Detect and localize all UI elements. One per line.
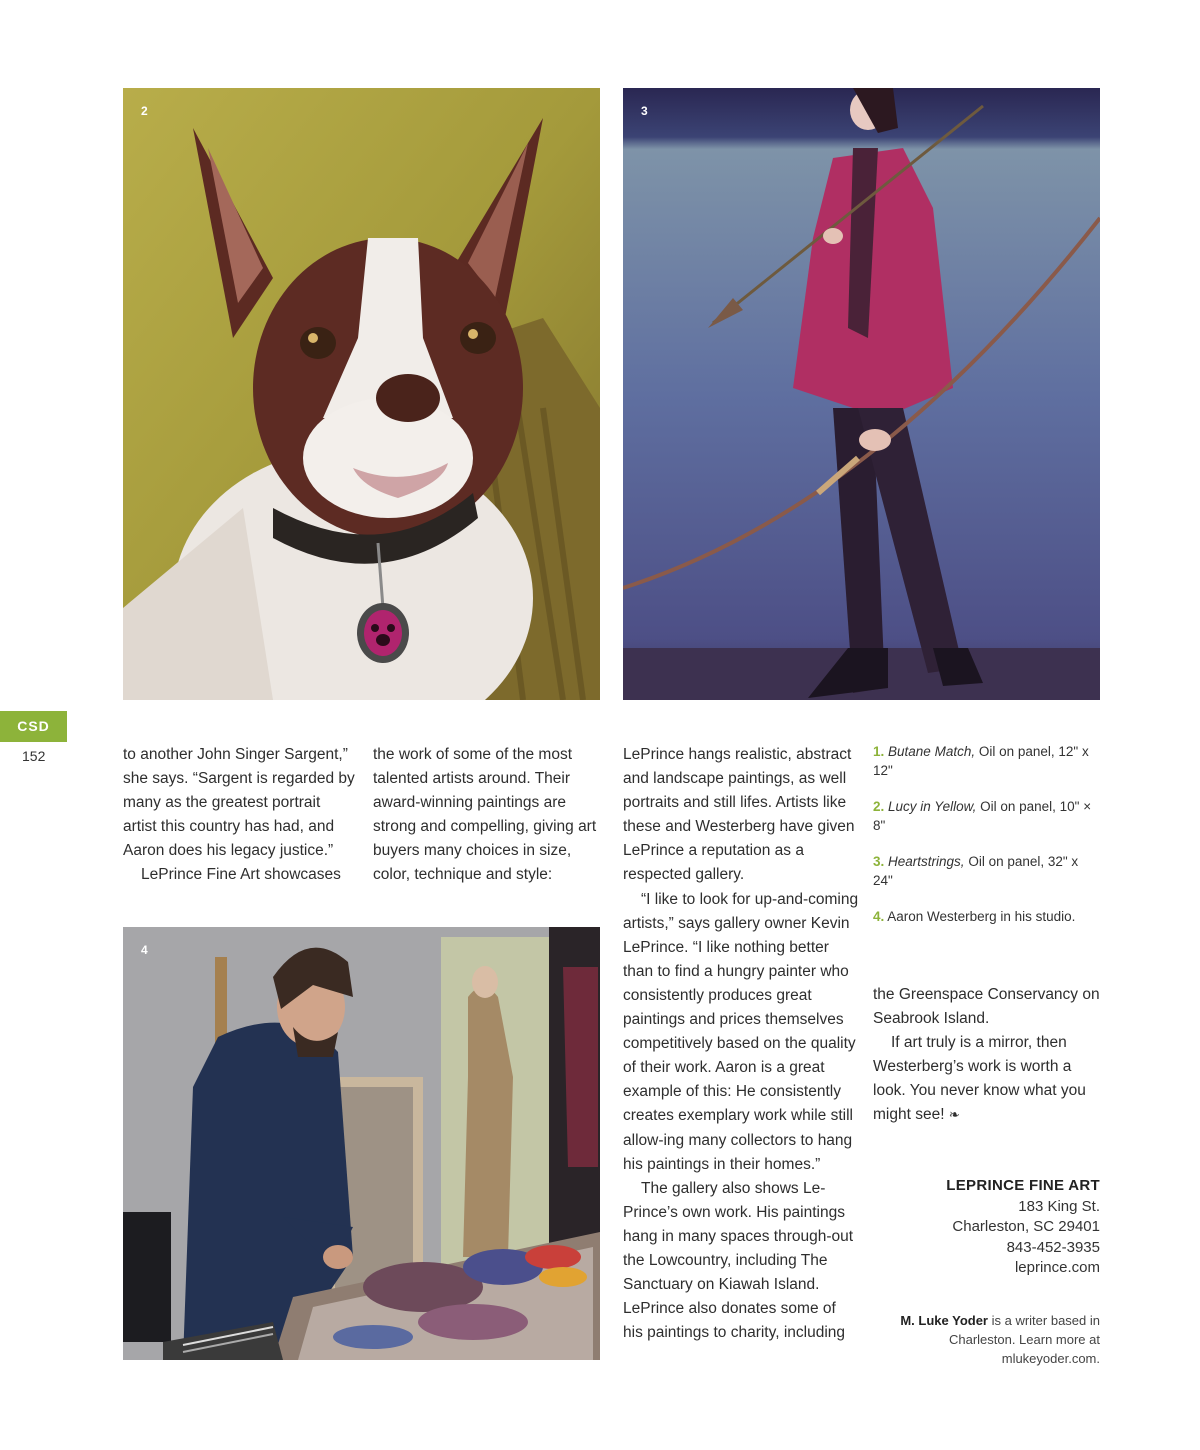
caption [873,742,1098,780]
body-column-3 [623,743,859,1345]
paragraph: LePrince hangs realistic, abstract and landscape paintings, as well portraits and still lifes. Artists like these and Westerberg have given LePrince a reputation as a respected gallery. [623,746,855,884]
caption-text: Oil on panel, 10" × 8" [873,799,1092,833]
author-bio [885,1311,1100,1368]
paragraph: The gallery also shows Le-Prince’s own work. His paintings hang in many spaces through-out the Lowcountry, including The Sanctuary on Kiawah Island. LePrince also donates some of his paintings to charity, including [623,1179,854,1342]
caption-text: Oil on panel, 12" x 12" [873,744,1089,778]
caption [873,797,1098,835]
paragraph [873,1031,1108,1127]
studio-photo-image [123,927,600,1360]
caption [873,852,1098,890]
caption [873,907,1098,926]
caption-number: 2. [873,799,885,814]
paragraph: to another John Singer Sargent,” she says. “Sargent is regarded by many as the greatest portrait artist this country has had, and Aaron does his legacy justice.” [123,746,355,860]
figure-number: 2 [141,104,148,118]
archer-painting-image [623,88,1100,700]
figure-4-studio-photo [123,927,600,1360]
caption-title: Butane Match, [888,744,976,759]
gallery-address: 183 King St. [1018,1197,1100,1215]
body-column-4 [873,983,1108,1128]
end-mark-icon: ❧ [948,1107,960,1123]
gallery-name: LEPRINCE FINE ART [946,1177,1100,1194]
gallery-phone: 843-452-3935 [1006,1238,1100,1256]
figure-3-archer-painting [623,88,1100,700]
paragraph-text: If art truly is a mirror, then Westerberg’s work is worth a look. You never know what you might see! [873,1034,1086,1124]
section-tab: CSD [0,711,67,742]
author-name: M. Luke Yoder [900,1313,988,1328]
captions-list [873,742,1098,943]
caption-title: Heartstrings, [888,854,965,869]
paragraph: the Greenspace Conservancy on Seabrook Island. [873,986,1100,1028]
caption-number: 1. [873,744,885,759]
gallery-website: leprince.com [1014,1259,1100,1276]
author-bio-text: is a writer based in Charleston. Learn more at mlukeyoder.com. [948,1313,1100,1366]
figure-2-dog-portrait [123,88,600,700]
caption-text: Aaron Westerberg in his studio. [887,909,1076,924]
body-column-2 [373,743,603,888]
gallery-city: Charleston, SC 29401 [952,1218,1100,1235]
figure-number: 3 [641,104,648,118]
paragraph: the work of some of the most talented artists around. Their award-winning paintings are strong and compelling, giving art buyers many choices in size, color, technique and style: [373,746,597,884]
caption-title: Lucy in Yellow, [888,799,977,814]
figure-number: 4 [141,943,148,957]
dog-painting-image [123,88,600,700]
paragraph: LePrince Fine Art showcases [141,866,341,884]
caption-number: 4. [873,909,885,924]
caption-text: Oil on panel, 32" x 24" [873,854,1079,888]
page-number: 152 [22,748,46,764]
caption-number: 3. [873,854,885,869]
paragraph: “I like to look for up-and-coming artists,” says gallery owner Kevin LePrince. “I like nothing better than to find a hungry painter who consistently produces great paintings and prices themselves competitively based on the quality of their work. Aaron is a great example of this: He consistently creates exemplary work while still allow-ing many collectors to hang his paintings in their homes.” [623,890,859,1173]
body-column-1 [123,743,358,888]
gallery-info [946,1176,1100,1279]
